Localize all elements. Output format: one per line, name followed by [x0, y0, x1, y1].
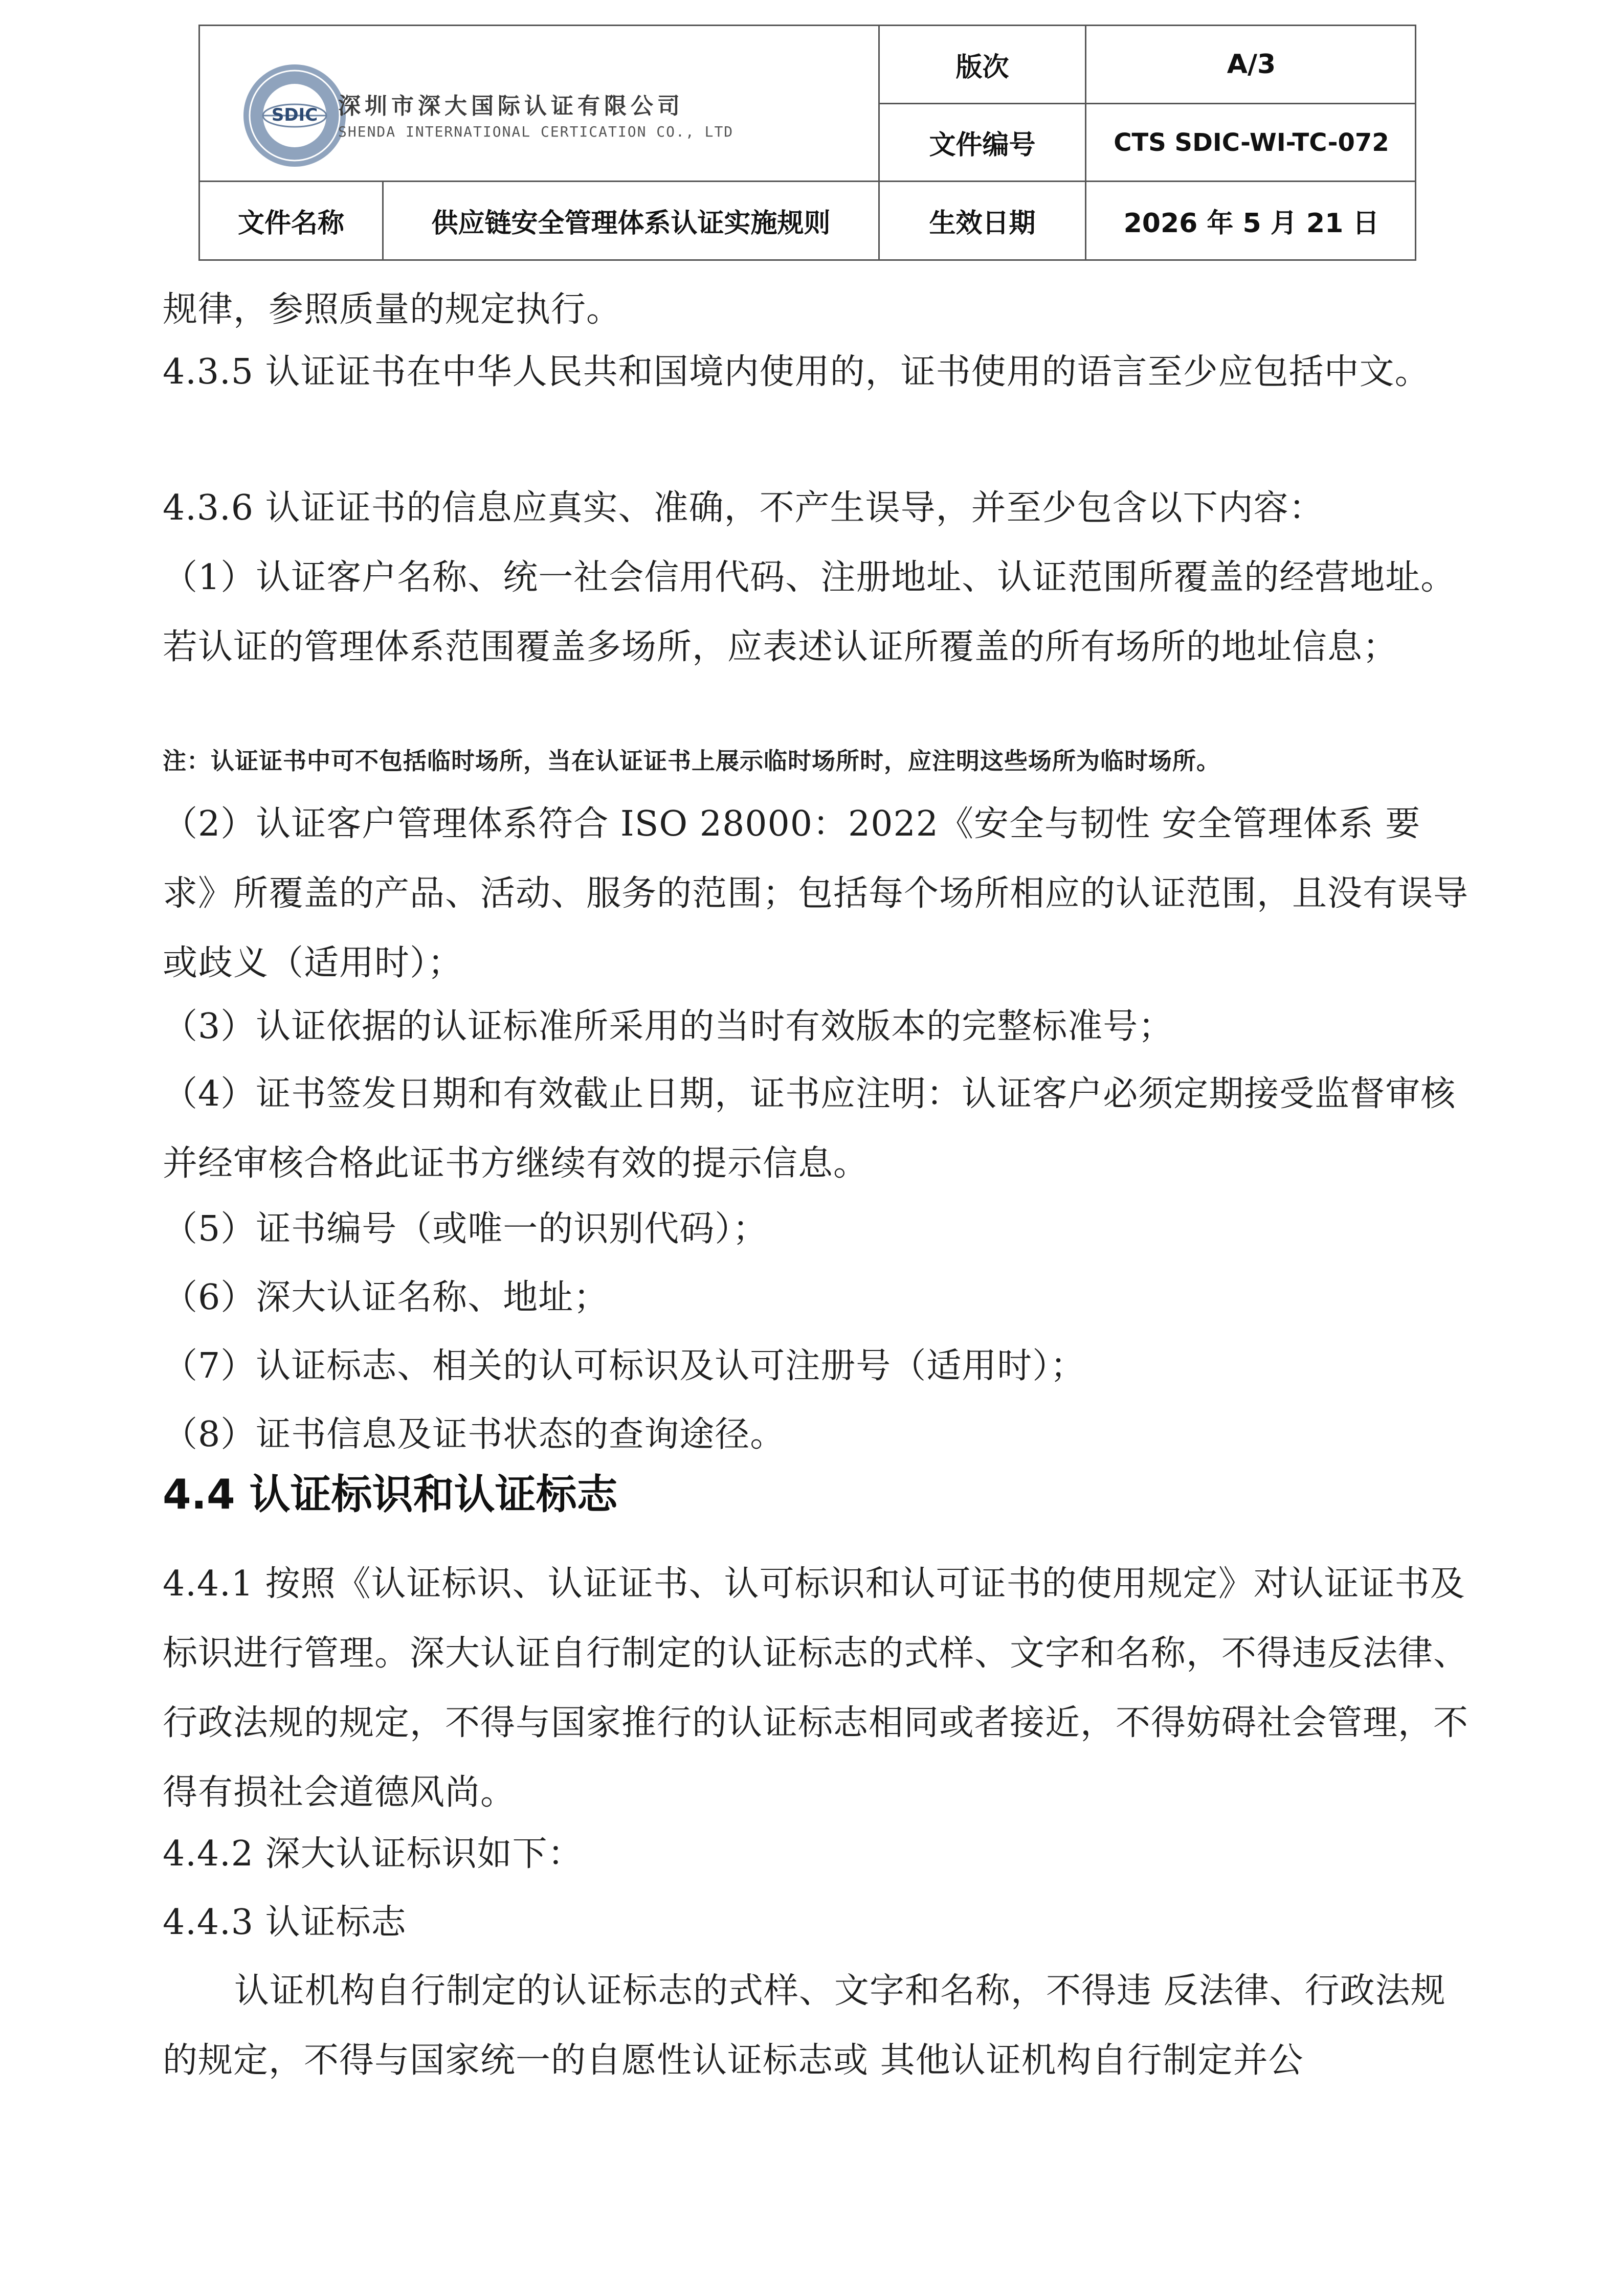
effective-date-value: 2026 年 5 月 21 日 [1123, 208, 1380, 239]
list-item-8: （8）证书信息及证书状态的查询途径。 [163, 1414, 786, 1455]
list-item-2: （2）认证客户管理体系符合 ISO 28000：2022《安全与韧性 安全管理体系 要求》所覆盖的产品、活动、服务的范围；包括每个场所相应的认证范围，且没有误导或歧义（适用时）； [163, 804, 1469, 983]
svg-text:SDIC: SDIC [271, 105, 318, 125]
company-name-cn: 深圳市深大国际认证有限公司 [338, 93, 684, 119]
company-seal-icon [241, 62, 348, 169]
company-name-en: SHENDA INTERNATIONAL CERTICATION CO., LTD [338, 123, 734, 140]
paragraph-4-3-5: 4.3.5 认证证书在中华人民共和国境内使用的，证书使用的语言至少应包括中文。 [163, 352, 1430, 392]
paragraph-4-4-2: 4.4.2 深大认证标识如下： [163, 1834, 583, 1874]
section-heading-4-4: 4.4 认证标识和认证标志 [163, 1471, 618, 1518]
doc-number-label: 文件编号 [929, 130, 1036, 161]
list-item-1: （1）认证客户名称、统一社会信用代码、注册地址、认证范围所覆盖的经营地址。若认证的管理体系范围覆盖多场所，应表述认证所覆盖的所有场所的地址信息； [163, 557, 1456, 667]
doc-name-label: 文件名称 [237, 208, 344, 239]
effective-date-label: 生效日期 [929, 208, 1036, 239]
document-header-table [198, 25, 1416, 261]
paragraph-4-4-1: 4.4.1 按照《认证标识、认证证书、认可标识和认可证书的使用规定》对认证证书及标识进行管理。深大认证自行制定的认证标志的式样、文字和名称，不得违反法律、行政法规的规定，不得与国家推行的认证标志相同或者接近，不得妨碍社会管理，不得有损社会道德风尚。 [163, 1564, 1469, 1813]
list-item-4: （4）证书签发日期和有效截止日期，证书应注明：认证客户必须定期接受监督审核并经审核合格此证书方继续有效的提示信息。 [163, 1074, 1456, 1184]
list-item-5: （5）证书编号（或唯一的识别代码）； [163, 1209, 768, 1249]
paragraph: 认证机构自行制定的认证标志的式样、文字和名称，不得违 反法律、行政法规的规定，不得与国家统一的自愿性认证标志或 其他认证机构自行制定并公 [163, 1971, 1446, 2081]
version-value: A/3 [1227, 49, 1276, 80]
list-item-6: （6）深大认证名称、地址； [163, 1277, 609, 1318]
list-item-3: （3）认证依据的认证标准所采用的当时有效版本的完整标准号； [163, 1006, 1174, 1047]
paragraph-4-3-6: 4.3.6 认证证书的信息应真实、准确，不产生误导，并至少包含以下内容： [163, 488, 1324, 528]
list-item-7: （7）认证标志、相关的认可标识及认可注册号（适用时）； [163, 1346, 1086, 1386]
company-logo [241, 57, 947, 174]
paragraph: 规律，参照质量的规定执行。 [163, 289, 622, 330]
doc-name-value: 供应链安全管理体系认证实施规则 [431, 208, 831, 239]
paragraph-4-4-3: 4.4.3 认证标志 [163, 1902, 407, 1943]
doc-number-value: CTS SDIC-WI-TC-072 [1114, 128, 1389, 157]
note: 注：认证证书中可不包括临时场所，当在认证证书上展示临时场所时，应注明这些场所为临时场所。 [163, 747, 1220, 775]
version-label: 版次 [955, 52, 1009, 83]
